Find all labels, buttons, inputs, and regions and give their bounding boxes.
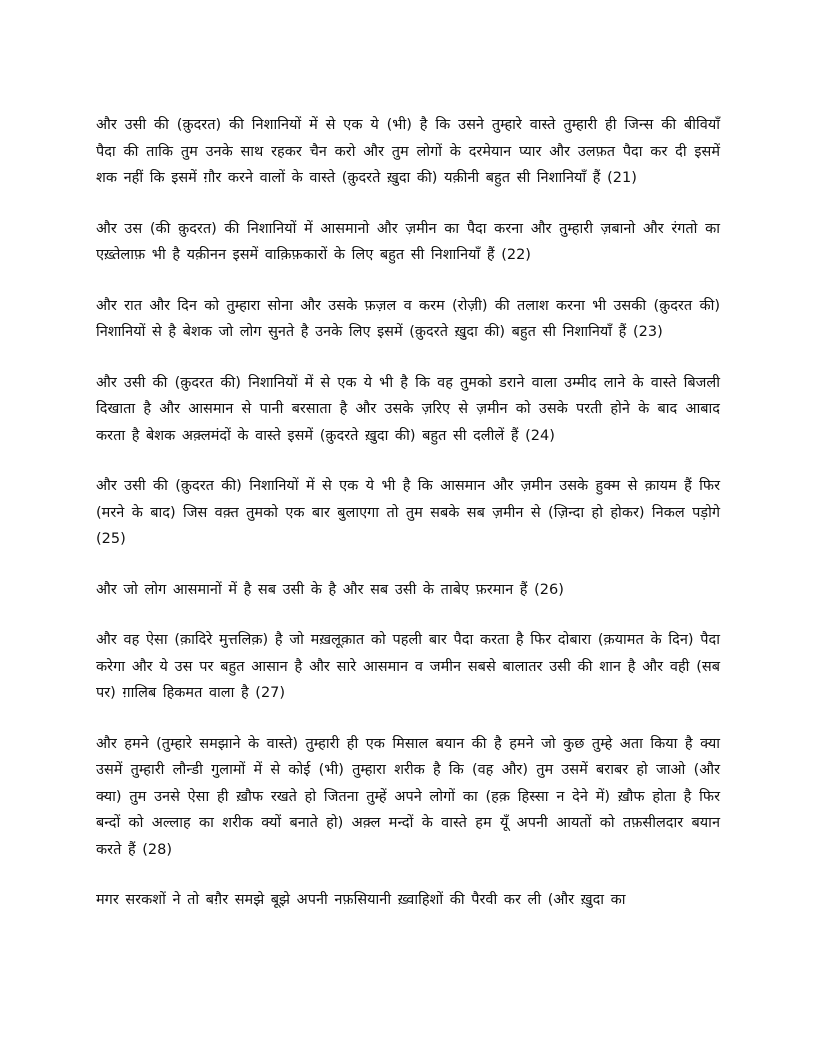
- verse-22-paragraph: और उस (की क़ुदरत) की निशानियों में आसमानो और ज़मीन का पैदा करना और तुम्हारी ज़बानो और रंगतो का एख़्तेलाफ़ भी है यक़ीनन इसमें वाक़िफ़कारों के लिए बहुत सी निशानियाँ हैं (22): [96, 220, 720, 263]
- document-page: [96, 112, 720, 938]
- verse-25-paragraph: और उसी की (क़ुदरत की) निशानियों में से एक ये भी है कि आसमान और ज़मीन उसके हुक्म से क़ायम हैं फिर (मरने के बाद) जिस वक़्त तुमको एक बार बुलाएगा तो तुम सबके सब ज़मीन से (ज़िन्दा हो होकर) निकल पड़ोगे (25): [96, 478, 720, 547]
- verse-28-paragraph: और हमने (तुम्हारे समझाने के वास्ते) तुम्हारी ही एक मिसाल बयान की है हमने जो कुछ तुम्हे अता किया है क्या उसमें तुम्हारी लौन्डी गुलामों में से कोई (भी) तुम्हारा शरीक है कि (वह और) तुम उसमें बराबर हो जाओ (और क्या) तुम उनसे ऐसा ही ख़ौफ रखते हो जितना तुम्हें अपने लोगों का (हक़ हिस्सा न देने में) ख़ौफ होता है फिर बन्दों को अल्लाह का शरीक क्यों बनाते हो) अक़्ल मन्दों के वास्ते हम यूँ अपनी आयतों को तफ़सीलदार बयान करते हैं (28): [96, 735, 720, 858]
- verse-29-partial-paragraph: मगर सरकशों ने तो बग़ैर समझे बूझे अपनी नफ़सियानी ख़्वाहिशों की पैरवी कर ली (और ख़ुदा का: [96, 892, 626, 908]
- verse-27-paragraph: और वह ऐसा (क़ादिरे मुत्तलिक़) है जो मख़लूक़ात को पहली बार पैदा करता है फिर दोबारा (क़यामत के दिन) पैदा करेगा और ये उस पर बहुत आसान है और सारे आसमान व जमीन सबसे बालातर उसी की शान है और वही (सब पर) ग़ालिब हिकमत वाला है (27): [96, 632, 720, 701]
- verse-26-paragraph: और जो लोग आसमानों में है सब उसी के है और सब उसी के ताबेए फ़रमान हैं (26): [96, 581, 564, 598]
- verse-24-paragraph: और उसी की (क़ुदरत की) निशानियों में से एक ये भी है कि वह तुमको डराने वाला उम्मीद लाने के वास्ते बिजली दिखाता है और आसमान से पानी बरसाता है और उसके ज़रिए से ज़मीन को उसके परती होने के बाद आबाद करता है बेशक अक़्लमंदों के वास्ते इसमें (क़ुदरते ख़ुदा की) बहुत सी दलीलें हैं (24): [96, 374, 720, 444]
- verse-23-paragraph: और रात और दिन को तुम्हारा सोना और उसके फ़ज़ल व करम (रोज़ी) की तलाश करना भी उसकी (क़ुदरत की) निशानियों से है बेशक जो लोग सुनते है उनके लिए इसमें (क़ुदरते ख़ुदा की) बहुत सी निशानियाँ हैं (23): [96, 297, 720, 340]
- verse-21-paragraph: और उसी की (क़ुदरत) की निशानियों में से एक ये (भी) है कि उसने तुम्हारे वास्ते तुम्हारी ही जिन्स की बीवियाँ पैदा की ताकि तुम उनके साथ रहकर चैन करो और तुम लोगों के दरमेयान प्यार और उलफ़त पैदा कर दी इसमें शक नहीं कि इसमें ग़ौर करने वालों के वास्ते (क़ुदरते ख़ुदा की) यक़ीनी बहुत सी निशानियाँ हैं (21): [96, 117, 720, 186]
